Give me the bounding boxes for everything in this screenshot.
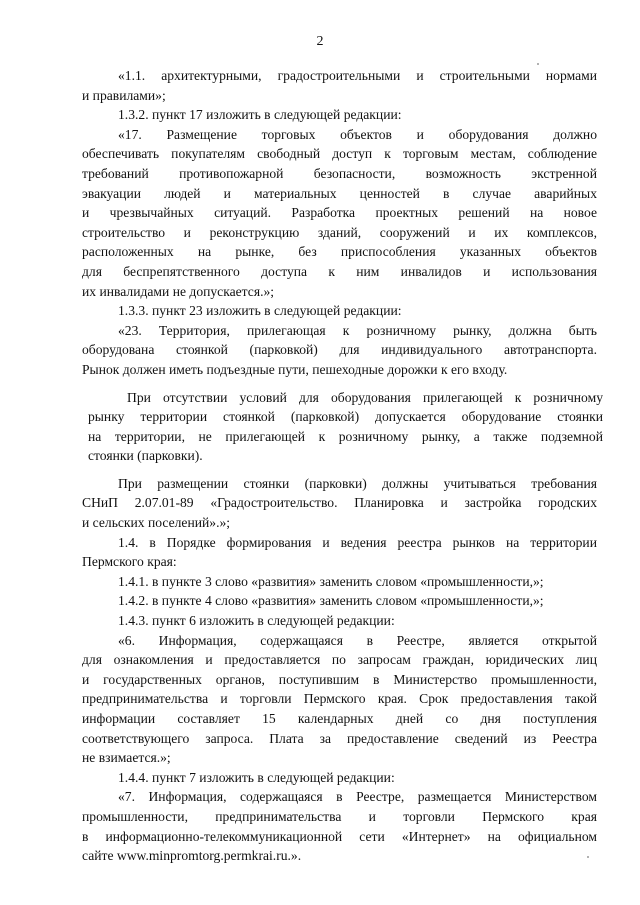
- text-line: 1.3.3. пункт 23 изложить в следующей редакции:: [118, 303, 402, 319]
- scan-speck: [537, 63, 539, 65]
- text-line: соответствующего запроса. Плата за предоставление сведений из Реестра: [82, 730, 597, 746]
- text-line: «17. Размещение торговых объектов и оборудования должно: [118, 126, 597, 142]
- text-line: для беспрепятственного доступа к ним инвалидов и использования: [82, 263, 597, 279]
- text-line: оборудована стоянкой (парковкой) для индивидуального автотранспорта.: [82, 342, 597, 358]
- text-line: стоянки (парковки).: [88, 448, 203, 464]
- document-body: [82, 66, 603, 866]
- text-line: 1.4.1. в пункте 3 слово «развития» заменить словом «промышленности,»;: [118, 573, 544, 589]
- text-line: рынку территории стоянкой (парковкой) допускается оборудование стоянки: [88, 409, 603, 425]
- text-line: «23. Территория, прилегающая к розничному рынку, должна быть: [118, 322, 597, 338]
- page-number: 2: [316, 34, 324, 49]
- text-line: строительство и реконструкцию зданий, сооружений и их комплексов,: [82, 224, 597, 240]
- text-line: и государственных органов, поступившим в Министерство промышленности,: [82, 671, 597, 687]
- text-line: «7. Информация, содержащаяся в Реестре, размещается Министерством: [118, 789, 597, 805]
- text-line: и сельских поселений».»;: [82, 515, 231, 531]
- text-line: «6. Информация, содержащаяся в Реестре, является открытой: [118, 632, 597, 648]
- text-line: 1.4.4. пункт 7 изложить в следующей редакции:: [118, 769, 395, 785]
- text-line: эвакуации людей и материальных ценностей в случае аварийных: [82, 185, 597, 201]
- text-line: 1.4.2. в пункте 4 слово «развития» заменить словом «промышленности,»;: [118, 593, 544, 609]
- text-line: сайте www.minpromtorg.permkrai.ru.».: [82, 848, 302, 864]
- text-line: 1.4.3. пункт 6 изложить в следующей редакции:: [118, 613, 395, 629]
- text-line: «1.1. архитектурными, градостроительными и строительными нормами: [118, 68, 597, 83]
- text-line: в информационно-телекоммуникационной сети «Интернет» на официальном: [82, 828, 597, 844]
- text-line: требований противопожарной безопасности, возможность экстренной: [82, 165, 597, 181]
- text-line: Пермского края:: [82, 554, 177, 570]
- text-line: При отсутствии условий для оборудования прилегающей к розничному: [127, 389, 603, 405]
- text-line: СНиП 2.07.01-89 «Градостроительство. Планировка и застройка городских: [82, 495, 597, 511]
- text-line: 1.3.2. пункт 17 изложить в следующей редакции:: [118, 107, 402, 123]
- text-line: и чрезвычайных ситуаций. Разработка проектных решений на новое: [82, 205, 597, 221]
- text-line: не взимается.»;: [82, 750, 171, 766]
- text-line: обеспечивать покупателям свободный доступ к торговым местам, соблюдение: [82, 146, 597, 162]
- scan-speck: [587, 856, 589, 858]
- text-line: на территории, не прилегающей к розничному рынку, а также подземной: [88, 428, 603, 444]
- text-line: промышленности, предпринимательства и торговли Пермского края: [82, 808, 597, 824]
- text-line: расположенных на рынке, без приспособления указанных объектов: [82, 244, 597, 260]
- text-line: 1.4. в Порядке формирования и ведения реестра рынков на территории: [118, 534, 597, 550]
- text-line: предпринимательства и торговли Пермского края. Срок предоставления такой: [82, 691, 597, 707]
- text-line: для ознакомления и предоставляется по запросам граждан, юридических лиц: [82, 652, 597, 668]
- text-line: и правилами»;: [82, 87, 166, 103]
- text-line: Рынок должен иметь подъездные пути, пешеходные дорожки к его входу.: [82, 361, 508, 377]
- text-line: информации составляет 15 календарных дней со дня поступления: [82, 711, 597, 726]
- text-line: При размещении стоянки (парковки) должны учитываться требования: [118, 475, 597, 491]
- text-line: их инвалидами не допускается.»;: [82, 283, 275, 299]
